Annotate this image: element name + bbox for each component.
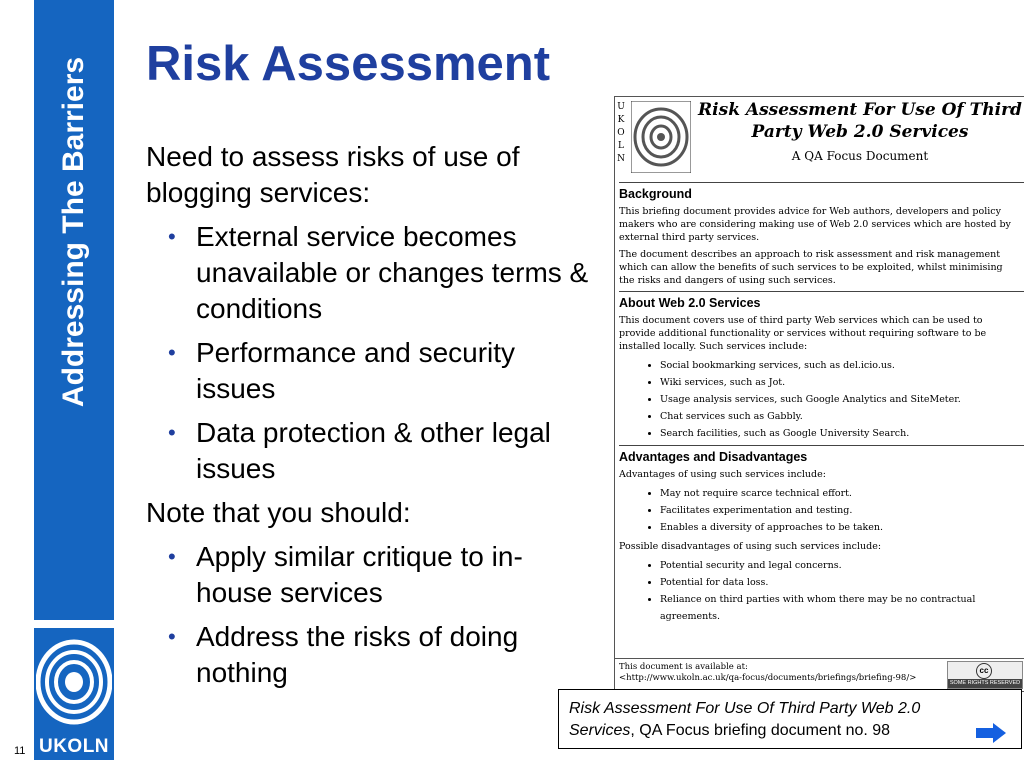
- bullet-item: [168, 619, 596, 691]
- bullet-list: [146, 539, 596, 691]
- eye-logo-icon: [36, 632, 112, 732]
- page-number: 11: [14, 745, 26, 757]
- document-list-item: • Wiki services, such as Jot.: [660, 374, 1024, 391]
- document-footer-text: [619, 662, 939, 684]
- sidebar-title: Addressing The Barriers: [57, 56, 90, 408]
- caption-text: [569, 698, 989, 742]
- document-footer-line: This document is available at:: [619, 662, 748, 672]
- document-list-item: • Potential security and legal concerns.: [660, 557, 1024, 574]
- bullet-icon: •: [168, 420, 176, 445]
- bullet-text: Apply similar critique to in-house services: [196, 541, 523, 608]
- logo-text: UKOLN: [38, 736, 110, 757]
- document-section-heading: About Web 2.0 Services: [619, 291, 1024, 310]
- caption-detail: , QA Focus briefing document no. 98: [630, 722, 891, 739]
- document-paragraph: Possible disadvantages of using such services include:: [619, 541, 882, 552]
- bullet-icon: •: [168, 544, 176, 569]
- document-caption[interactable]: [558, 689, 1022, 749]
- document-paragraph: This document covers use of third party Web services which can be used to provide additional functionality or services without requiring software to be installed locally. Such services include:: [619, 315, 987, 352]
- creative-commons-badge: [947, 661, 1023, 689]
- document-subtitle: A QA Focus Document: [791, 149, 929, 163]
- document-list-item: • Search facilities, such as Google University Search.: [660, 425, 1024, 442]
- ukoln-logo: [34, 628, 114, 760]
- bullet-icon: •: [168, 224, 176, 249]
- document-paragraph: Advantages of using such services include:: [619, 469, 826, 480]
- document-list: [615, 557, 1024, 625]
- document-list-item: • Reliance on third parties with whom there may be no contractual agreements.: [660, 591, 1024, 625]
- section-lead: Need to assess risks of use of blogging services:: [146, 141, 520, 208]
- section-lead: Note that you should:: [146, 497, 411, 528]
- page-title: Risk Assessment: [146, 37, 551, 91]
- bullet-text: Address the risks of doing nothing: [196, 621, 519, 688]
- bullet-text: Data protection & other legal issues: [196, 417, 551, 484]
- bullet-icon: •: [168, 340, 176, 365]
- document-list: [615, 485, 1024, 536]
- bullet-text: External service becomes unavailable or changes terms & conditions: [196, 221, 589, 324]
- bullet-list: [146, 219, 596, 487]
- caption-title: Risk Assessment For Use Of Third Party Web 2.0 Services: [569, 700, 921, 739]
- document-vertical-label-text: UKOLN: [617, 102, 625, 164]
- bullet-item: [168, 335, 596, 407]
- document-paragraph: The document describes an approach to risk assessment and risk management which can allow the benefits of such services to be exploited, whilst minimising the risks and dangers of using such services.: [619, 249, 1003, 286]
- slide-content: [146, 139, 596, 699]
- document-list-item: • Social bookmarking services, such as del.icio.us.: [660, 357, 1024, 374]
- cc-label: SOME RIGHTS RESERVED: [949, 680, 1021, 686]
- document-list-item: • Usage analysis services, such Google Analytics and SiteMeter.: [660, 391, 1024, 408]
- document-footer: [615, 658, 1024, 691]
- document-footer-url: <http://www.ukoln.ac.uk/qa-focus/documents/briefings/briefing-98/>: [619, 673, 917, 683]
- document-section-heading: Advantages and Disadvantages: [619, 445, 1024, 464]
- bullet-text: Performance and security issues: [196, 337, 516, 404]
- document-list-item: • May not require scarce technical effort.: [660, 485, 1024, 502]
- document-list-item: • Potential for data loss.: [660, 574, 1024, 591]
- document-section-heading: Background: [619, 182, 1024, 201]
- bullet-item: [168, 415, 596, 487]
- document-list: [615, 357, 1024, 442]
- document-list-item: • Enables a diversity of approaches to be taken.: [660, 519, 1024, 536]
- document-preview: [614, 96, 1024, 692]
- bullet-item: [168, 539, 596, 611]
- document-header: [615, 97, 1024, 179]
- document-list-item: • Chat services such as Gabbly.: [660, 408, 1024, 425]
- document-paragraph: This briefing document provides advice for Web authors, developers and policy makers who are considering making use of Web 2.0 services which are hosted by external third party services.: [619, 206, 1011, 243]
- bullet-item: [168, 219, 596, 327]
- creative-commons-icon: cc: [976, 663, 992, 679]
- document-vertical-label: [615, 101, 627, 166]
- document-eye-logo-icon: [631, 101, 691, 173]
- document-title: Risk Assessment For Use Of Third Party Web 2.0 Services: [698, 100, 1022, 142]
- bullet-icon: •: [168, 624, 176, 649]
- document-list-item: • Facilitates experimentation and testing.: [660, 502, 1024, 519]
- arrow-right-icon[interactable]: [976, 723, 1006, 743]
